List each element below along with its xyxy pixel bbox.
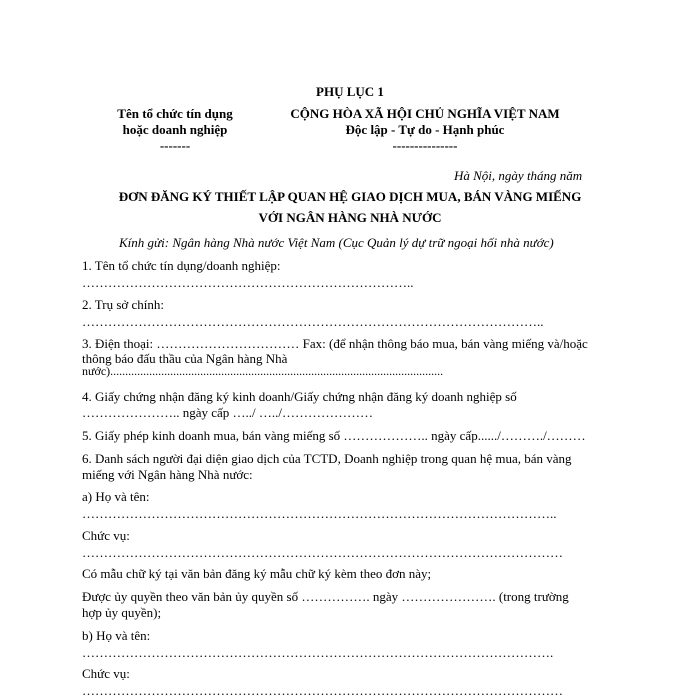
item-1-field[interactable]: ………………………………………………………………….. — [82, 275, 414, 290]
rep-a-signature-note: Có mẫu chữ ký tại văn bản đăng ký mẫu chữ ký kèm theo đơn này; — [82, 566, 432, 581]
place-date: Hà Nội, ngày tháng năm — [454, 168, 583, 183]
recipient — [119, 235, 554, 251]
item-3-line2: thông báo đấu thầu của Ngân hàng Nhà — [82, 351, 288, 366]
national-motto: Độc lập - Tự do - Hạnh phúc — [345, 122, 505, 137]
item-5-line: 5. Giấy phép kinh doanh mua, bán vàng miếng số ……………….. ngày cấp....../………./……… — [82, 428, 586, 443]
rep-b-name-label: b) Họ và tên: — [82, 628, 151, 643]
org-name-line1: Tên tổ chức tín dụng — [117, 106, 233, 121]
item-4-line2: ………………….. ngày cấp …../ …../………………… — [82, 405, 374, 420]
rep-a-name-label: a) Họ và tên: — [82, 489, 150, 504]
rep-a-position-field[interactable]: ………………………………………………………………………………………………… — [82, 545, 563, 560]
form-title-line1: ĐƠN ĐĂNG KÝ THIẾT LẬP QUAN HỆ GIAO DỊCH MUA, BÁN VÀNG MIẾNG — [118, 189, 582, 204]
national-separator: --------------- — [392, 138, 458, 153]
national-title: CỘNG HÒA XÃ HỘI CHỦ NGHĨA VIỆT NAM — [290, 106, 560, 121]
appendix-title: PHỤ LỤC 1 — [316, 84, 384, 99]
rep-a-authorization-line2: hợp ủy quyền); — [82, 605, 162, 620]
form-title-line2: VỚI NGÂN HÀNG NHÀ NƯỚC — [258, 210, 442, 225]
rep-b-position-field[interactable]: ………………………………………………………………………………………………… — [82, 683, 563, 698]
item-3-line1: 3. Điện thoại: …………………………… Fax: (để nhận thông báo mua, bán vàng miếng và/hoặc — [82, 336, 588, 351]
org-name-line2: hoặc doanh nghiệp — [122, 122, 228, 137]
rep-b-name-field[interactable]: ………………………………………………………………………………………………. — [82, 645, 554, 660]
item-3-line3: nước)............................................................................................................... — [82, 364, 444, 378]
rep-b-position-label: Chức vụ: — [82, 666, 130, 681]
item-6-line1: 6. Danh sách người đại diện giao dịch của TCTD, Doanh nghiệp trong quan hệ mua, bán vàng — [82, 451, 572, 466]
item-4-line1: 4. Giấy chứng nhận đăng ký kinh doanh/Giấy chứng nhận đăng ký doanh nghiệp số — [82, 389, 517, 404]
item-1-label: 1. Tên tổ chức tín dụng/doanh nghiệp: — [82, 258, 281, 273]
rep-a-authorization-line1: Được ủy quyền theo văn bản ủy quyền số ……………. ngày …………………. (trong trường — [82, 589, 569, 604]
recipient-value: Ngân hàng Nhà nước Việt Nam (Cục Quản lý dự trữ ngoại hối nhà nước) — [172, 235, 554, 250]
rep-a-name-field[interactable]: ……………………………………………………………………………………………….. — [82, 506, 557, 521]
item-2-label: 2. Trụ sở chính: — [82, 297, 165, 312]
rep-a-position-label: Chức vụ: — [82, 528, 130, 543]
item-2-field[interactable]: …………………………………………………………………………………………….. — [82, 314, 544, 329]
item-6-line2: miếng với Ngân hàng Nhà nước: — [82, 467, 253, 482]
recipient-label: Kính gửi: — [119, 235, 170, 250]
org-separator: ------- — [159, 138, 191, 153]
